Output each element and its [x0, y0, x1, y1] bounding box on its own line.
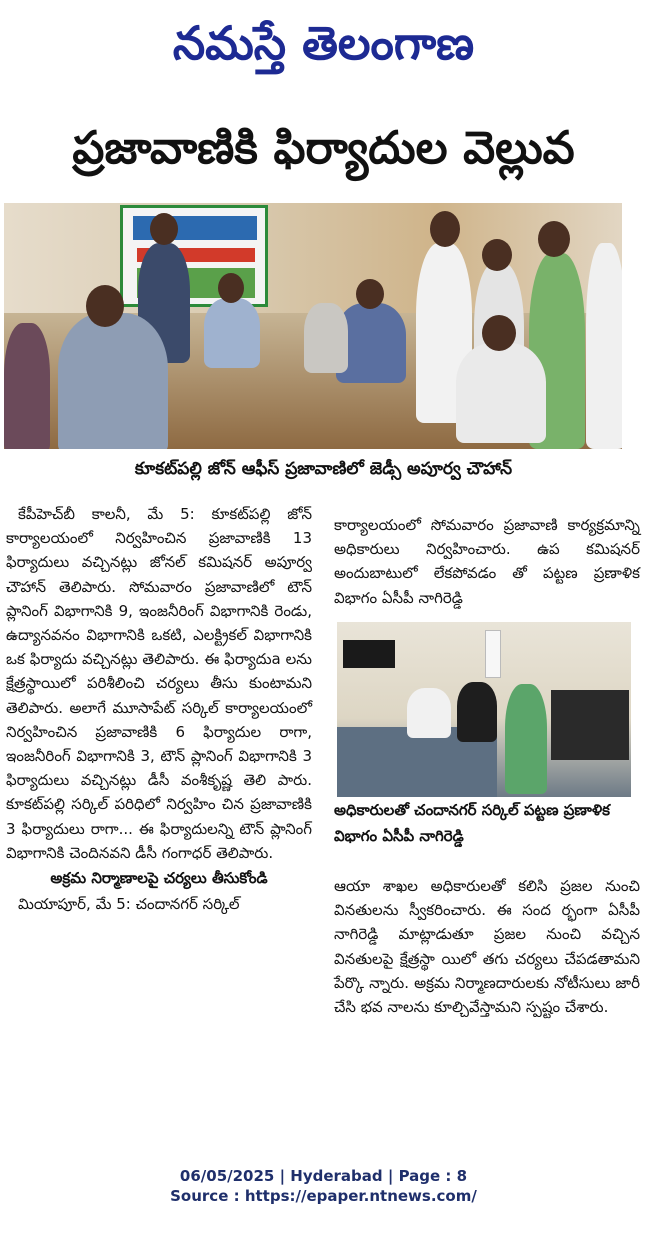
person-head	[538, 221, 570, 257]
main-photo	[4, 203, 622, 449]
inset-photo	[337, 622, 631, 797]
person-seated-front	[456, 343, 546, 443]
person-head	[430, 211, 460, 247]
inset-photo-caption: అధికారులతో చందానగర్ సర్కిల్ పట్టణ ప్రణాళిక విభాగం ఏసీపీ నాగిరెడ్డి	[334, 801, 610, 845]
inset-person-1	[407, 688, 451, 738]
inset-chairs	[551, 690, 629, 760]
person-head	[86, 285, 124, 327]
inset-tv	[343, 640, 395, 668]
subheading: అక్రమ నిర్మాణాలపై చర్యలు తీసుకోండి	[50, 869, 268, 888]
person-seated-center	[204, 298, 260, 368]
person-head	[482, 315, 516, 351]
person-seated-left	[58, 313, 168, 449]
person-head	[482, 239, 512, 271]
headline: ప్రజావాణికి ఫిర్యాదుల వెల్లువ	[72, 121, 575, 174]
person-seated-center2	[304, 303, 348, 373]
right-column-top-text: కార్యాలయంలో సోమవారం ప్రజావాణి కార్యక్రమాన్ని అధికారులు నిర్వహించారు. ఉప కమిషనర్ అందుబాటులో లేకపోవడం తో పట్టణ ప్రణాళిక విభాగం ఏసీపీ నాగిరెడ్డి	[334, 516, 640, 607]
person-standing-right4	[586, 243, 622, 449]
main-photo-caption: కూకట్‌పల్లి జోన్ ఆఫీస్ ప్రజావాణిలో జెడ్సీ అపూర్వ చౌహాన్	[134, 459, 513, 479]
inset-person-3	[505, 684, 547, 794]
footer-date-line: 06/05/2025 | Hyderabad | Page : 8	[179, 1167, 468, 1185]
footer-source-line: Source : https://epaper.ntnews.com/	[170, 1187, 477, 1205]
article-paragraph: కేపీహెచ్‌బీ కాలనీ, మే 5: కూకట్‌పల్లి జోన్ కార్యాలయంలో నిర్వహించిన ప్రజావాణికి 13 ఫిర్యాదులు వచ్చినట్లు జోనల్ కమిషనర్ అపూర్వ చౌహాన్ తెలిపారు. సోమవారం ప్రజావాణిలో టౌన్ ప్లానింగ్ విభాగానికి 9, ఇంజనీరింగ్ విభాగానికి రెండు, ఉద్యానవనం విభాగానికి ఒకటి, ఎలక్ట్రికల్ విభాగానికి ఒక ఫిర్యాదు వచ్చినట్లు తెలిపారు. ఈ ఫిర్యాదుa లను క్షేత్రస్థాయిలో పరిశీలించి చర్యలు తీసు కుంటామని తెలిపారు. అలాగే మూసాపేట్ సర్కిల్ కార్యాలయంలో నిర్వహించిన ప్రజావాణికి 6 ఫిర్యాదుల రాగా, ఇంజనీరింగ్ విభాగానికి 3, టౌన్ ప్లానింగ్ విభాగానికి 3 ఫిర్యాదులు వచ్చినట్లు డీసీ వంశీకృష్ణ తెలి పారు. కూకట్‌పల్లి సర్కిల్ పరిధిలో నిర్వహిం చిన ప్రజావాణికి 3 ఫిర్యాదులు రాగా... ఈ ఫిర్యాదులన్ని టౌన్ ప్లానింగ్ విభాగానికి చెందినవని డీసీ గంగాధర్ తెలిపారు.	[6, 505, 312, 862]
person-head	[150, 213, 178, 245]
person-woman-left	[4, 323, 50, 449]
footer	[0, 1166, 647, 1206]
dateline: మియాపూర్, మే 5: చందానగర్ సర్కిల్	[18, 895, 240, 914]
left-column	[6, 502, 312, 916]
right-column-bottom-text: ఆయా శాఖల అధికారులతో కలిసి ప్రజల నుంచి వినతులను స్వీకరించారు. ఈ సంద ర్భంగా ఏసీపీ నాగిరెడ్డి మాట్లాడుతూ ప్రజల నుంచి వచ్చిన వినతులపై క్షేత్రస్థా యిలో తగు చర్యలు చేపడతామని పేర్కొ న్నారు. అక్రమ నిర్మాణదారులకు నోటీసులు జారీ చేసి భవ నాలను కూల్చివేస్తామని స్పష్టం చేశారు.	[334, 877, 640, 1017]
inset-person-2	[457, 682, 497, 742]
inset-ac-unit	[485, 630, 501, 678]
person-head	[218, 273, 244, 303]
masthead-title: నమస్తే తెలంగాణ	[172, 16, 475, 70]
person-head	[356, 279, 384, 309]
